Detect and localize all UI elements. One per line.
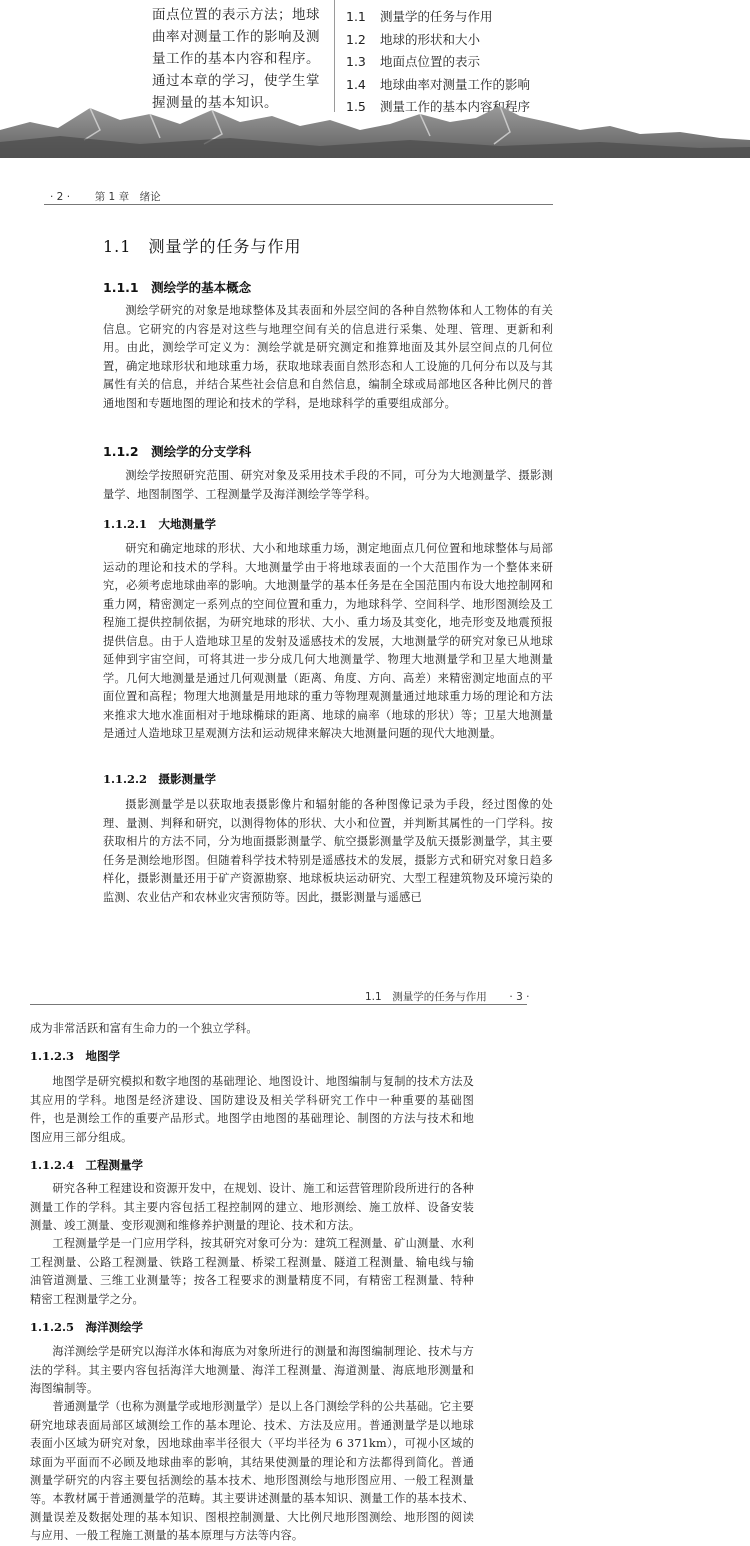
header-rule: [44, 204, 553, 205]
chapter-intro-text: [152, 4, 332, 114]
running-head-page-3: [365, 989, 529, 1004]
toc-num: 1.5: [346, 99, 366, 114]
paragraph: 测绘学按照研究范围、研究对象及采用技术手段的不同，可分为大地测量学、摄影测量学、地图制图学、工程测量学及海洋测绘学等学科。: [103, 469, 553, 501]
paragraph: 本教材属于普通测量学的范畴。其主要讲述测量的基本知识、测量工作的基本技术、测量误差及数据处理的基本知识、图根控制测量、大比例尺地形图测绘、地形图的阅读与应用、一般工程施工测量的基本原理与方法等内容。: [30, 1492, 474, 1542]
subsubsection-title: 1.1.2.5 海洋测绘学: [30, 1320, 144, 1334]
toc-num: 1.1: [346, 9, 366, 24]
intro-line: 量工作的基本内容和程序。: [152, 51, 320, 67]
banner-divider: [334, 0, 335, 112]
subsection-title: 1.1.1 测绘学的基本概念: [103, 280, 252, 295]
running-head-chapter: 第 1 章 绪论: [94, 191, 161, 203]
toc-num: 1.2: [346, 31, 366, 47]
subsubsection-title: 1.1.2.4 工程测量学: [30, 1158, 144, 1172]
page-number: · 2 ·: [50, 191, 71, 203]
paragraph: 研究和确定地球的形状、大小和地球重力场，测定地面点几何位置和地球整体与局部运动的理论和技术的学科。大地测量学由于将地球表面的一个大范围作为一个整体来研究，必须考虑地球曲率的影响。大地测量学的基本任务是在全国范围内布设大地控制网和重力网，精密测定一系列点的空间位置和重力，为地球科学、空间科学、地形图测绘及工程施工提供控制依据，为研究地球的形状、大小、重力场及其变化，地壳形变及地震预报提供信息。由于人造地球卫星的发射及遥感技术的发展，大地测量学的研究对象已从地球延伸到宇宙空间，可将其进一步分成几何大地测量学、物理大地测量学和卫星大地测量学。几何大地测量是通过几何观测量（距离、角度、方向、高差）来精密测定地面点的平面位置和高程；物理大地测量是用地球的重力等物理观测量通过地球重力场的理论和方法来推求大地水准面相对于地球椭球的距离、地球的扁率（地球的形状）等；卫星大地测量是通过人造地球卫星观测方法和运动规律来解决大地测量问题的现代大地测量。: [103, 542, 553, 740]
intro-line: 曲率对测量工作的影响及测: [152, 29, 320, 45]
paragraph: 海洋测绘学是研究以海洋水体和海底为对象所进行的测量和海图编制理论、技术与方法的学科。其主要内容包括海洋大地测量、海洋工程测量、海道测量、海底地形测量和海图编制等。: [30, 1345, 474, 1395]
page-number: · 3 ·: [509, 991, 530, 1003]
toc-item: [346, 29, 530, 52]
toc-num: 1.3: [346, 54, 366, 69]
mountain-illustration: [0, 100, 750, 158]
intro-line: 面点位置的表示方法；地球: [152, 7, 320, 23]
intro-line: 握测量的基本知识。: [152, 95, 278, 111]
toc-title: 地球曲率对测量工作的影响: [380, 76, 531, 92]
subsubsection-title: 1.1.2.3 地图学: [30, 1049, 121, 1063]
section-title: 1.1 测量学的任务与作用: [103, 237, 302, 256]
subsubsection-title: 1.1.2.1 大地测量学: [103, 517, 217, 531]
paragraph: 摄影测量学是以获取地表摄影像片和辐射能的各种图像记录为手段，经过图像的处理、量测、判释和研究，以测得物体的形状、大小和位置，并判断其属性的一门学科。按获取相片的方法不同，分为地面摄影测量学、航空摄影测量学及航天摄影测量学，其主要任务是测绘地形图。但随着科学技术特别是遥感技术的发展，摄影方式和研究对象日趋多样化，摄影测量还用于矿产资源勘察、地球板块运动研究、大型工程建筑物及环境污染的监测、农业估产和农林业灾害预防等。因此，摄影测量与遥感已: [103, 798, 553, 904]
paragraph: 工程测量学是一门应用学科，按其研究对象可分为：建筑工程测量、矿山测量、水利工程测量、公路工程测量、铁路工程测量、桥梁工程测量、隧道工程测量、输电线与输油管道测量、三维工业测量等；按各工程要求的测量精度不同，有精密工程测量、特种精密工程测量学之分。: [30, 1237, 474, 1306]
toc-title: 地面点位置的表示: [380, 54, 481, 69]
paragraph: 地图学是研究模拟和数字地图的基础理论、地图设计、地图编制与复制的技术方法及其应用的学科。地图是经济建设、国防建设及相关学科研究工作中一种重要的基础图件，也是测绘工作的重要产品形式。地图学由地图的基础理论、制图的方法与技术和地图应用三部分组成。: [30, 1075, 474, 1144]
running-head-section: 1.1 测量学的任务与作用: [365, 991, 487, 1003]
toc-item: [346, 74, 530, 97]
header-rule: [30, 1004, 527, 1005]
toc-num: 1.4: [346, 76, 366, 92]
subsubsection-title: 1.1.2.2 摄影测量学: [103, 772, 217, 786]
paragraph-continued: 成为非常活跃和富有生命力的一个独立学科。: [30, 1022, 258, 1035]
toc-item: [346, 6, 530, 29]
subsection-title: 1.1.2 测绘学的分支学科: [103, 444, 252, 459]
paragraph: 测绘学研究的对象是地球整体及其表面和外层空间的各种自然物体和人工物体的有关信息。它研究的内容是对这些与地理空间有关的信息进行采集、处理、管理、更新和利用。由此，测绘学可定义为：测绘学就是研究测定和推算地面及其外层空间点的几何位置，确定地球形状和地球重力场，获取地球表面自然形态和人工设施的几何分布以及与其属性有关的信息，并结合某些社会信息和自然信息，编制全球或局部地区各种比例尺的普通地图和专题地图的理论和技术的学科，是地球科学的重要组成部分。: [103, 304, 553, 410]
toc-item: [346, 51, 530, 74]
chapter-banner: [0, 0, 750, 158]
toc-title: 地球的形状和大小: [380, 31, 481, 47]
paragraph: 研究各种工程建设和资源开发中，在规划、设计、施工和运营管理阶段所进行的各种测量工作的学科。其主要内容包括工程控制网的建立、地形测绘、施工放样、设备安装测量、竣工测量、变形观测和维修养护测量的理论、技术和方法。: [30, 1182, 474, 1232]
running-head-page-2: [50, 189, 161, 204]
paragraph: 普通测量学（也称为测量学或地形测量学）是以上各门测绘学科的公共基础。它主要研究地球表面局部区域测绘工作的基本理论、技术、方法及应用。普通测量学是以地球表面小区域为研究对象，因地球曲率半径很大（平均半径为 6 371km），可视小区域的球面为平面而不必顾及地球曲率的影响，其结果使测量的理论和方法都得到简化。普通测量学研究的内容主要包括测绘的基本技术、地形图测绘与地形图应用、一般工程测量等。: [30, 1400, 474, 1506]
toc-title: 测量学的任务与作用: [380, 9, 493, 24]
toc-title: 测量工作的基本内容和程序: [380, 99, 531, 114]
intro-line: 通过本章的学习，使学生掌: [152, 73, 320, 89]
